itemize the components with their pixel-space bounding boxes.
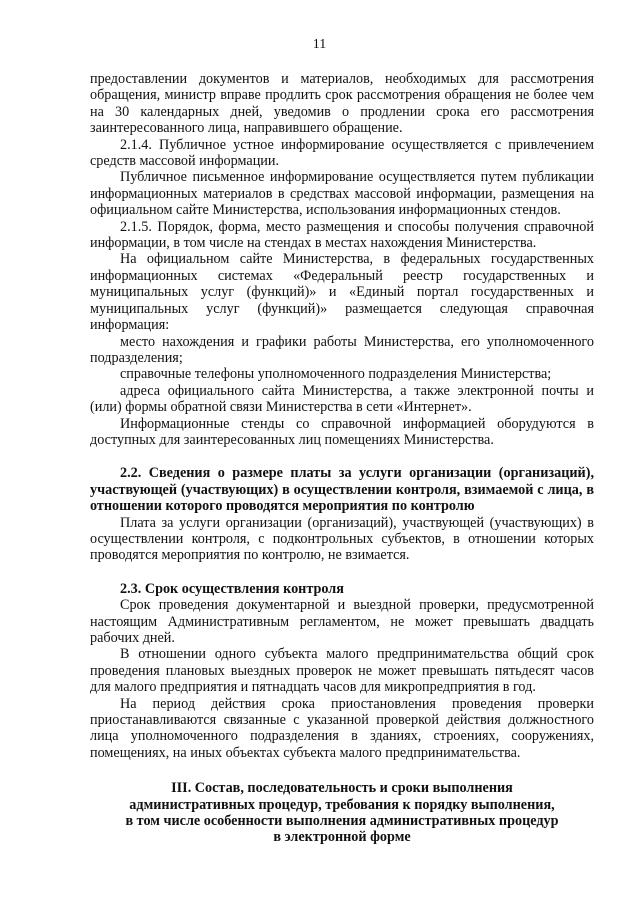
paragraph-public-written-info: Публичное письменное информирование осуществляется путем публикации информационных материалов в средствах массовой информации, размещения на официальном сайте Министерства, использования информационных стендов.: [90, 169, 594, 219]
section-3-heading: [90, 780, 594, 846]
section-3-heading-line: административных процедур, требования к порядку выполнения,: [129, 796, 555, 813]
section-2-3-paragraph: В отношении одного субъекта малого предпринимательства общий срок проведения плановых выездных проверок не может превышать пятьдесят часов для малого предприятия и пятнадцать часов для микропредприятия в год.: [90, 646, 594, 696]
list-item-addresses: адреса официального сайта Министерства, а также электронной почты и (или) формы обратной связи Министерства в сети «Интернет».: [90, 382, 594, 416]
section-2-3-paragraph: На период действия срока приостановления проведения проверки приостанавливаются связанные с указанной проверкой действия должностного лица уполномоченного подразделения в зданиях, строениях, сооружениях, помещениях, на иных объектах субъекта малого предпринимательства.: [90, 695, 594, 761]
section-gap: [90, 761, 594, 778]
paragraph-official-site: На официальном сайте Министерства, в федеральных государственных информационных системах «Федеральный реестр государственных и муниципальных услуг (функций)» и «Единый портал государственных и муниципальных услуг (функций)» размещается следующая справочная информация:: [90, 251, 594, 334]
paragraph-2-1-5: 2.1.5. Порядок, форма, место размещения и способы получения справочной информации, в том числе на стендах в местах нахождения Министерства.: [90, 218, 594, 252]
section-2-3-heading: 2.3. Срок осуществления контроля: [120, 580, 344, 597]
list-item-phones: справочные телефоны уполномоченного подразделения Министерства;: [120, 366, 552, 383]
section-2-3-paragraph: Срок проведения документарной и выездной проверки, предусмотренной настоящим Административным регламентом, не может превышать двадцать рабочих дней.: [90, 597, 594, 646]
paragraph-continuation: предоставлении документов и материалов, необходимых для рассмотрения обращения, министр вправе продлить срок рассмотрения обращения не более чем на 30 календарных дней, уведомив о продлении срока его рассмотрения заинтересованного лица, направившего обращение.: [90, 71, 594, 137]
section-3-heading-line: III. Состав, последовательность и сроки выполнения: [171, 780, 513, 797]
section-gap: [90, 448, 594, 465]
section-2-2-text: Плата за услуги организации (организаций), участвующей (участвующих) в осуществлении контроля, с подконтрольных субъектов, в отношении которых проводятся мероприятия по контролю, не взимается.: [90, 514, 594, 564]
list-item-location: место нахождения и графики работы Министерства, его уполномоченного подразделения;: [90, 333, 594, 366]
page-content: [90, 71, 594, 846]
section-3-heading-line: в том числе особенности выполнения административных процедур: [125, 813, 559, 830]
paragraph-2-1-4: 2.1.4. Публичное устное информирование осуществляется с привлечением средств массовой информации.: [90, 136, 594, 170]
section-gap: [90, 564, 594, 581]
section-3-heading-line: в электронной форме: [273, 829, 411, 846]
section-2-2-heading: 2.2. Сведения о размере платы за услуги организации (организаций), участвующей (участвующих) в осуществлении контроля, взимаемой с лица, в отношении которого проводятся мероприятия по контролю: [90, 465, 594, 515]
page-number: 11: [312, 37, 327, 52]
paragraph-info-stands: Информационные стенды со справочной информацией оборудуются в доступных для заинтересованных лиц помещениях Министерства.: [90, 415, 594, 448]
